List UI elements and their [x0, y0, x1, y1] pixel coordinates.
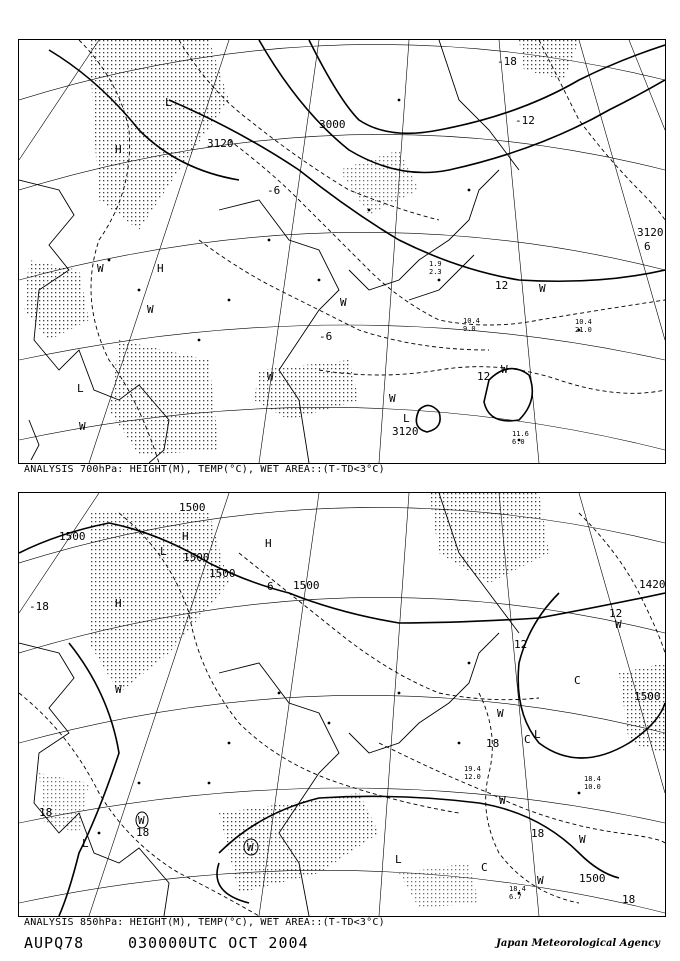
high-pressure-label: H: [115, 597, 122, 610]
agency-name: Japan Meteorological Agency: [496, 938, 660, 949]
station-value: 6.0: [512, 438, 525, 446]
temp-label: 6: [267, 580, 274, 593]
height-label: 1500: [293, 579, 320, 592]
warm-label: W: [267, 370, 274, 383]
height-label: 3120: [207, 137, 234, 150]
warm-label: W: [340, 296, 347, 309]
height-label: 1500: [179, 501, 206, 514]
temp-label: -18: [29, 600, 49, 613]
temp-label: 6: [644, 240, 651, 253]
station-value: 12.0: [464, 773, 481, 781]
map-700hpa: [18, 39, 666, 464]
temp-label: -12: [515, 114, 535, 127]
warm-label: W: [537, 874, 544, 887]
low-pressure-label: L: [160, 545, 167, 558]
station-value: 18.4: [584, 775, 601, 783]
height-label: 1420: [639, 578, 665, 591]
low-pressure-label: L: [403, 412, 410, 425]
station-value: 18.4: [509, 885, 526, 893]
station-value: 10.0: [584, 783, 601, 791]
issue-time: 030000UTC OCT 2004: [128, 934, 309, 952]
height-label: 1500: [59, 530, 86, 543]
temp-label: -18: [497, 55, 517, 68]
warm-label: W: [499, 794, 506, 807]
low-pressure-label: L: [82, 837, 89, 850]
temp-label: 12: [495, 279, 509, 292]
high-pressure-label: H: [182, 530, 189, 543]
station-value: 2.3: [429, 268, 442, 276]
warm-label: W: [501, 363, 508, 376]
high-pressure-label: H: [115, 143, 122, 156]
station-value: 6.7: [509, 893, 522, 901]
height-label: 3120: [637, 226, 664, 239]
caption-700hpa: ANALYSIS 700hPa: HEIGHT(M), TEMP(°C), WET AREA::(T-TD<3°C): [24, 464, 385, 475]
temp-label: -6: [267, 184, 281, 197]
station-values-700: [429, 260, 592, 446]
station-value: 10.4: [575, 318, 592, 326]
height-label: 1500: [634, 690, 661, 703]
height-label: 1500: [183, 551, 210, 564]
warm-label: W: [138, 814, 145, 827]
temp-label: 12: [609, 607, 623, 620]
temp-label: 18: [136, 826, 150, 839]
station-value: 10.4: [463, 317, 480, 325]
warm-label: W: [497, 707, 504, 720]
low-pressure-label: L: [534, 728, 541, 741]
temp-label: -6: [319, 330, 333, 343]
warm-label: W: [539, 282, 546, 295]
station-value: 11.6: [512, 430, 529, 438]
temp-label: 18: [486, 737, 500, 750]
cold-label: C: [524, 733, 531, 746]
chart-id: AUPQ78: [24, 934, 85, 952]
high-pressure-label: H: [157, 262, 164, 275]
cold-label: C: [481, 861, 488, 874]
height-label: 1500: [209, 567, 236, 580]
warm-label: W: [389, 392, 396, 405]
high-pressure-label: H: [265, 537, 272, 550]
warm-label: W: [97, 262, 104, 275]
height-label: 3000: [319, 118, 346, 131]
warm-label: W: [579, 833, 586, 846]
warm-label: W: [147, 303, 154, 316]
temp-label: 18: [531, 827, 545, 840]
temp-label: 12: [514, 638, 528, 651]
warm-label: W: [115, 683, 122, 696]
station-value: 21.0: [575, 326, 592, 334]
low-pressure-label: L: [395, 853, 402, 866]
height-label: 1500: [579, 872, 606, 885]
temp-label: 18: [39, 806, 53, 819]
warm-label: W: [247, 841, 254, 854]
map-700hpa-canvas: [19, 40, 665, 463]
height-label: 3120: [392, 425, 419, 438]
map-850hpa: [18, 492, 666, 917]
temp-label: 18: [622, 893, 636, 906]
low-pressure-label: L: [77, 382, 84, 395]
station-value: 19.4: [464, 765, 481, 773]
station-value: 9.0: [463, 325, 476, 333]
temp-label: 12: [477, 370, 491, 383]
warm-label: W: [79, 420, 86, 433]
map-850hpa-canvas: [19, 493, 665, 916]
station-value: 1.9: [429, 260, 442, 268]
low-pressure-label: L: [165, 96, 172, 109]
warm-label: W: [615, 618, 622, 631]
cold-label: C: [574, 674, 581, 687]
caption-850hpa: ANALYSIS 850hPa: HEIGHT(M), TEMP(°C), WET AREA::(T-TD<3°C): [24, 917, 385, 928]
